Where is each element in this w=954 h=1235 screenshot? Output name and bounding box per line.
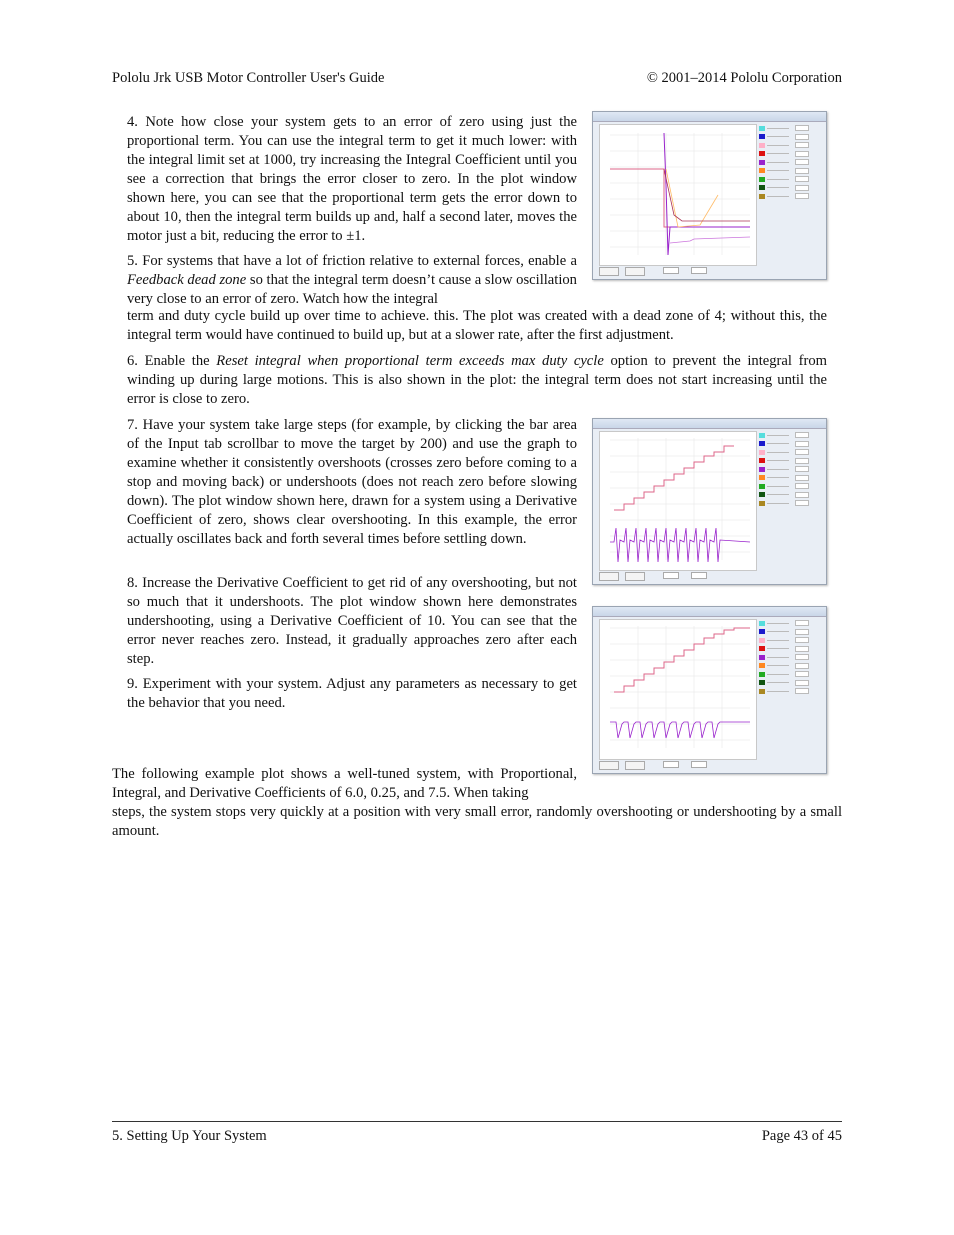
plot-area xyxy=(599,619,757,760)
run-button[interactable] xyxy=(625,267,645,276)
run-button[interactable] xyxy=(625,572,645,581)
step-4-paragraph: 4. Note how close your system gets to an error of zero using just the proportional term. You can use the integral term to get it much lower: with the integral limit set at 1000, try increasing the Integral Coefficient until you see a correction that brings the error closer to zero. In the plot window shown here, you can see that the proportional term gets the error down to about 10, then the integral term builds up and, half a second later, moves the motor just a bit, reducing the error to ±1. xyxy=(127,114,577,244)
time-input[interactable] xyxy=(691,267,707,274)
range-input[interactable] xyxy=(663,267,679,274)
step-5-paragraph: 5. For systems that have a lot of friction relative to external forces, enable a Feedback dead zone so that the integral term doesn’t cause a slow oscillation very close to an error of zero. Watch how the integral xyxy=(127,253,577,307)
step-8-paragraph: 8. Increase the Derivative Coefficient to get rid of any overshooting, but not so much that it undershoots. The plot window shown here demonstrates undershooting, using a Derivative Coefficient of 10. You can see that the error never reaches zero. Instead, it gradually approaches zero after each step. xyxy=(127,575,577,667)
closing-paragraph: The following example plot shows a well-tuned system, with Proportional, Integral, and Derivative Coefficients of 6.0, 0.25, and 7.5. When taking xyxy=(112,766,577,801)
plot-graph-svg xyxy=(600,125,756,265)
time-input[interactable] xyxy=(691,572,707,579)
plot-window-screenshot-undershoot xyxy=(592,606,827,774)
plot-graph-svg xyxy=(600,432,756,570)
plot-controls-bar xyxy=(599,761,822,769)
step-7-paragraph: 7. Have your system take large steps (for example, by clicking the bar area of the Input tab scrollbar to move the target by 200) and use the graph to examine whether it consistently overshoots (crosses zero before coming to a stop and moving back) or undershoots (does not reach zero before slowing down). The plot window shown here, drawn for a system using a Derivative Coefficient of zero, shows clear overshooting. In this example, the error actually oscillates back and forth several times before settling down. xyxy=(127,417,577,547)
running-header-title: Pololu Jrk USB Motor Controller User's Guide xyxy=(112,70,385,86)
step-6-paragraph: 6. Enable the Reset integral when proportional term exceeds max duty cycle option to prevent the integral from winding up during large motions. This is also shown in the plot: the integral term does not start increasing until the error is close to zero. xyxy=(127,353,827,407)
feedback-dead-zone-term: Feedback dead zone xyxy=(127,272,247,288)
run-button[interactable] xyxy=(625,761,645,770)
plot-legend xyxy=(759,431,822,508)
pause-button[interactable] xyxy=(599,761,619,770)
footer-divider xyxy=(112,1121,842,1122)
running-header-copyright: © 2001–2014 Pololu Corporation xyxy=(646,70,842,86)
plot-window-screenshot-overshoot xyxy=(592,418,827,585)
plot-legend xyxy=(759,124,822,201)
plot-legend xyxy=(759,619,822,696)
window-titlebar xyxy=(593,607,826,617)
plot-area xyxy=(599,431,757,571)
plot-controls-bar xyxy=(599,267,822,275)
plot-graph-svg xyxy=(600,620,756,759)
plot-window-screenshot-integral xyxy=(592,111,827,280)
pause-button[interactable] xyxy=(599,267,619,276)
reset-integral-option-term: Reset integral when proportional term exceeds max duty cycle xyxy=(216,353,604,369)
time-input[interactable] xyxy=(691,761,707,768)
plot-area xyxy=(599,124,757,266)
step-9-paragraph: 9. Experiment with your system. Adjust any parameters as necessary to get the behavior that you need. xyxy=(127,676,577,711)
step-5-paragraph-tail: term and duty cycle build up over time to achieve. this. The plot was created with a dead zone of 4; without this, the integral term would have continued to build up, but at a slower rate, after the first adjustment. xyxy=(127,308,827,343)
footer-page-number: Page 43 of 45 xyxy=(761,1128,842,1144)
range-input[interactable] xyxy=(663,572,679,579)
footer-section-title: 5. Setting Up Your System xyxy=(112,1128,267,1144)
pause-button[interactable] xyxy=(599,572,619,581)
range-input[interactable] xyxy=(663,761,679,768)
window-titlebar xyxy=(593,419,826,429)
plot-controls-bar xyxy=(599,572,822,580)
window-titlebar xyxy=(593,112,826,122)
closing-paragraph-tail: steps, the system stops very quickly at a position with very small error, randomly overshooting or undershooting by a small amount. xyxy=(112,804,842,839)
